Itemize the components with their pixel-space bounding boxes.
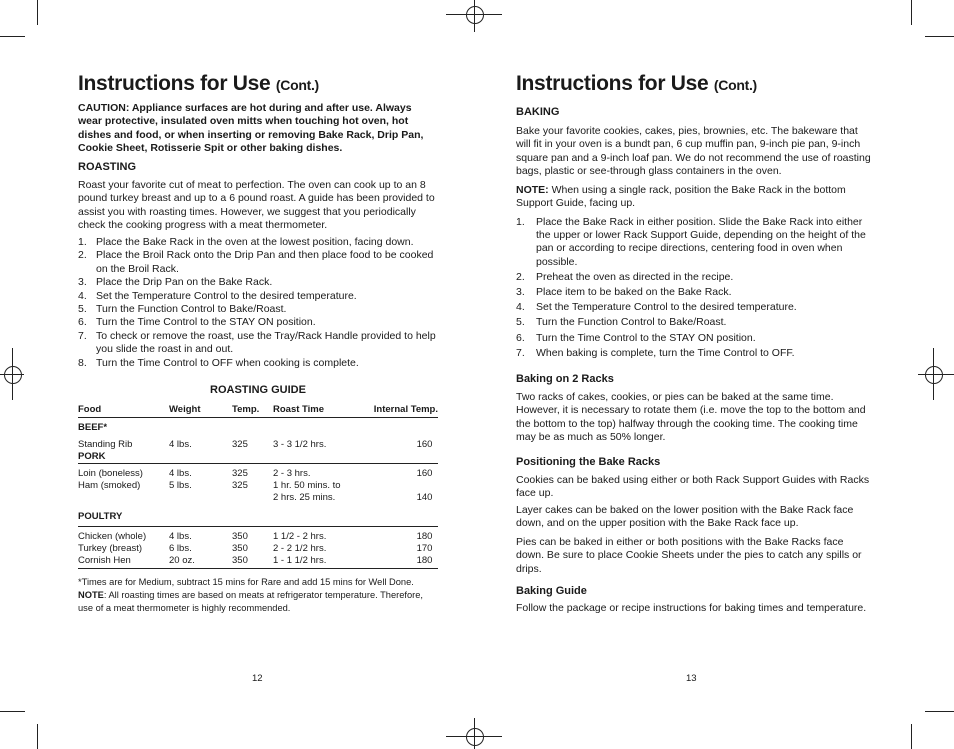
roasting-guide-title: ROASTING GUIDE [210, 384, 306, 396]
positioning-paragraph: Pies can be baked in either or both positions with the Bake Racks face down. Be sure to place Cookie Sheets under the pies to catch any spills or drips. [516, 536, 862, 575]
list-item: 1. Place the Bake Rack in the oven at the lowest position, facing down. [78, 236, 414, 248]
page-title: Instructions for Use (Cont.) [516, 72, 757, 95]
list-item: 8. Turn the Time Control to OFF when cooking is complete. [78, 356, 359, 369]
table-row: Loin (boneless) 4 lbs. 325 2 - 3 hrs. 160 [78, 468, 433, 479]
list-item: 6. Turn the Time Control to the STAY ON position. [78, 316, 316, 329]
list-item: 1. Place the Bake Rack in either position. Slide the Bake Rack into either the upper or lower Rack Support Guide, depending on the height of the pan or according to recipe directions, centering food in oven when possible. [516, 216, 866, 268]
list-item: 3. Place the Drip Pan on the Bake Rack. [78, 276, 273, 289]
crop-mark [911, 0, 912, 25]
baking-steps [516, 216, 872, 360]
list-item: 3. Place item to be baked on the Bake Rack. [516, 286, 732, 299]
crop-mark [0, 711, 25, 712]
list-item: 7. To check or remove the roast, use the Tray/Rack Handle provided to help you slide the roast in and out. [78, 329, 436, 356]
crop-mark [911, 724, 912, 749]
crop-mark [925, 36, 954, 37]
baking-guide-heading: Baking Guide [516, 585, 587, 597]
positioning-paragraph: Layer cakes can be baked on the lower position with the Bake Rack face down, and on the upper position with the Bake Rack face up. [516, 504, 854, 530]
list-item: 5. Turn the Function Control to Bake/Roast. [516, 316, 727, 329]
table-row: Cornish Hen 20 oz. 350 1 - 1 1/2 hrs. 180 [78, 555, 433, 566]
list-item: 2. Place the Broil Rack onto the Drip Pan and then place food to be cooked on the Broil Rack. [78, 249, 434, 275]
baking-heading: BAKING [516, 106, 560, 118]
caution-text: CAUTION: Appliance surfaces are hot during and after use. Always wear protective, insulated oven mitts when touching hot oven, hot dishes and food, or when inserting or removing Bake Rack, Drip Pan, Cookie Sheet, Rotisserie Spit or other baking dishes. [78, 102, 424, 155]
table-row: Chicken (whole) 4 lbs. 350 1 1/2 - 2 hrs. 180 [78, 531, 433, 542]
page-number: 13 [686, 673, 697, 684]
roasting-heading: ROASTING [78, 161, 137, 173]
table-row: Turkey (breast) 6 lbs. 350 2 - 2 1/2 hrs. 170 [78, 543, 433, 554]
table-row: 2 hrs. 25 mins. 140 [273, 492, 433, 503]
list-item: 4. Set the Temperature Control to the desired temperature. [78, 289, 357, 302]
category-beef: BEEF* [78, 422, 108, 433]
baking-intro: Bake your favorite cookies, cakes, pies, brownies, etc. The bakeware that will fit in your oven is a bundt pan, 6 cup muffin pan, 9-inch pie pan, 9-inch square pan and a 9-inch loaf pan. We do not recommend the use of roasting bags, plastic or see-through glass containers in the oven. [516, 125, 871, 178]
table-header: Food Weight Temp. Roast Time Internal Temp. [78, 404, 438, 415]
list-item: 7. When baking is complete, turn the Time Control to OFF. [516, 346, 795, 359]
list-item: 2. Preheat the oven as directed in the recipe. [516, 270, 734, 283]
baking-guide-text: Follow the package or recipe instructions for baking times and temperature. [516, 602, 867, 614]
table-row: Standing Rib 4 lbs. 325 3 - 3 1/2 hrs. 160 [78, 439, 433, 450]
category-poultry: POULTRY [78, 511, 123, 522]
roasting-intro: Roast your favorite cut of meat to perfection. The oven can cook up to an 8 pound turkey breast and up to a 6 pound roast. A guide has been provided to assist you with roasting times. However, we suggest that you periodically check the cooking progress with a meat thermometer. [78, 179, 435, 232]
positioning-paragraph: Cookies can be baked using either or both Rack Support Guides with Racks face up. [516, 474, 870, 500]
baking-note: NOTE: When using a single rack, position the Bake Rack in the bottom Support Guide, facing up. [516, 184, 846, 210]
crop-mark [37, 0, 38, 25]
footnote: *Times are for Medium, subtract 15 mins for Rare and add 15 mins for Well Done. [78, 577, 414, 587]
table-row: Ham (smoked) 5 lbs. 325 1 hr. 50 mins. to [78, 480, 341, 491]
positioning-heading: Positioning the Bake Racks [516, 456, 661, 468]
two-racks-heading: Baking on 2 Racks [516, 373, 614, 385]
crop-mark [925, 711, 954, 712]
crop-mark [37, 724, 38, 749]
two-racks-text: Two racks of cakes, cookies, or pies can be baked at the same time. However, it is necessary to rotate them (i.e. move the top to the bottom and the bottom to the top) halfway through the cooking time. The cooking time may be as much as 50% longer. [516, 391, 866, 444]
page-title: Instructions for Use (Cont.) [78, 72, 319, 95]
crop-mark [0, 36, 25, 37]
roasting-guide-table [78, 404, 438, 569]
list-item: 5. Turn the Function Control to Bake/Roast. [78, 303, 287, 316]
category-pork: PORK [78, 451, 106, 462]
page-number: 12 [252, 673, 263, 684]
roasting-steps [78, 236, 438, 370]
list-item: 6. Turn the Time Control to the STAY ON position. [516, 331, 756, 344]
roasting-note: NOTE: All roasting times are based on meats at refrigerator temperature. Therefore, use of a meat thermometer is highly recommended. [78, 590, 424, 613]
list-item: 4. Set the Temperature Control to the desired temperature. [516, 301, 797, 314]
